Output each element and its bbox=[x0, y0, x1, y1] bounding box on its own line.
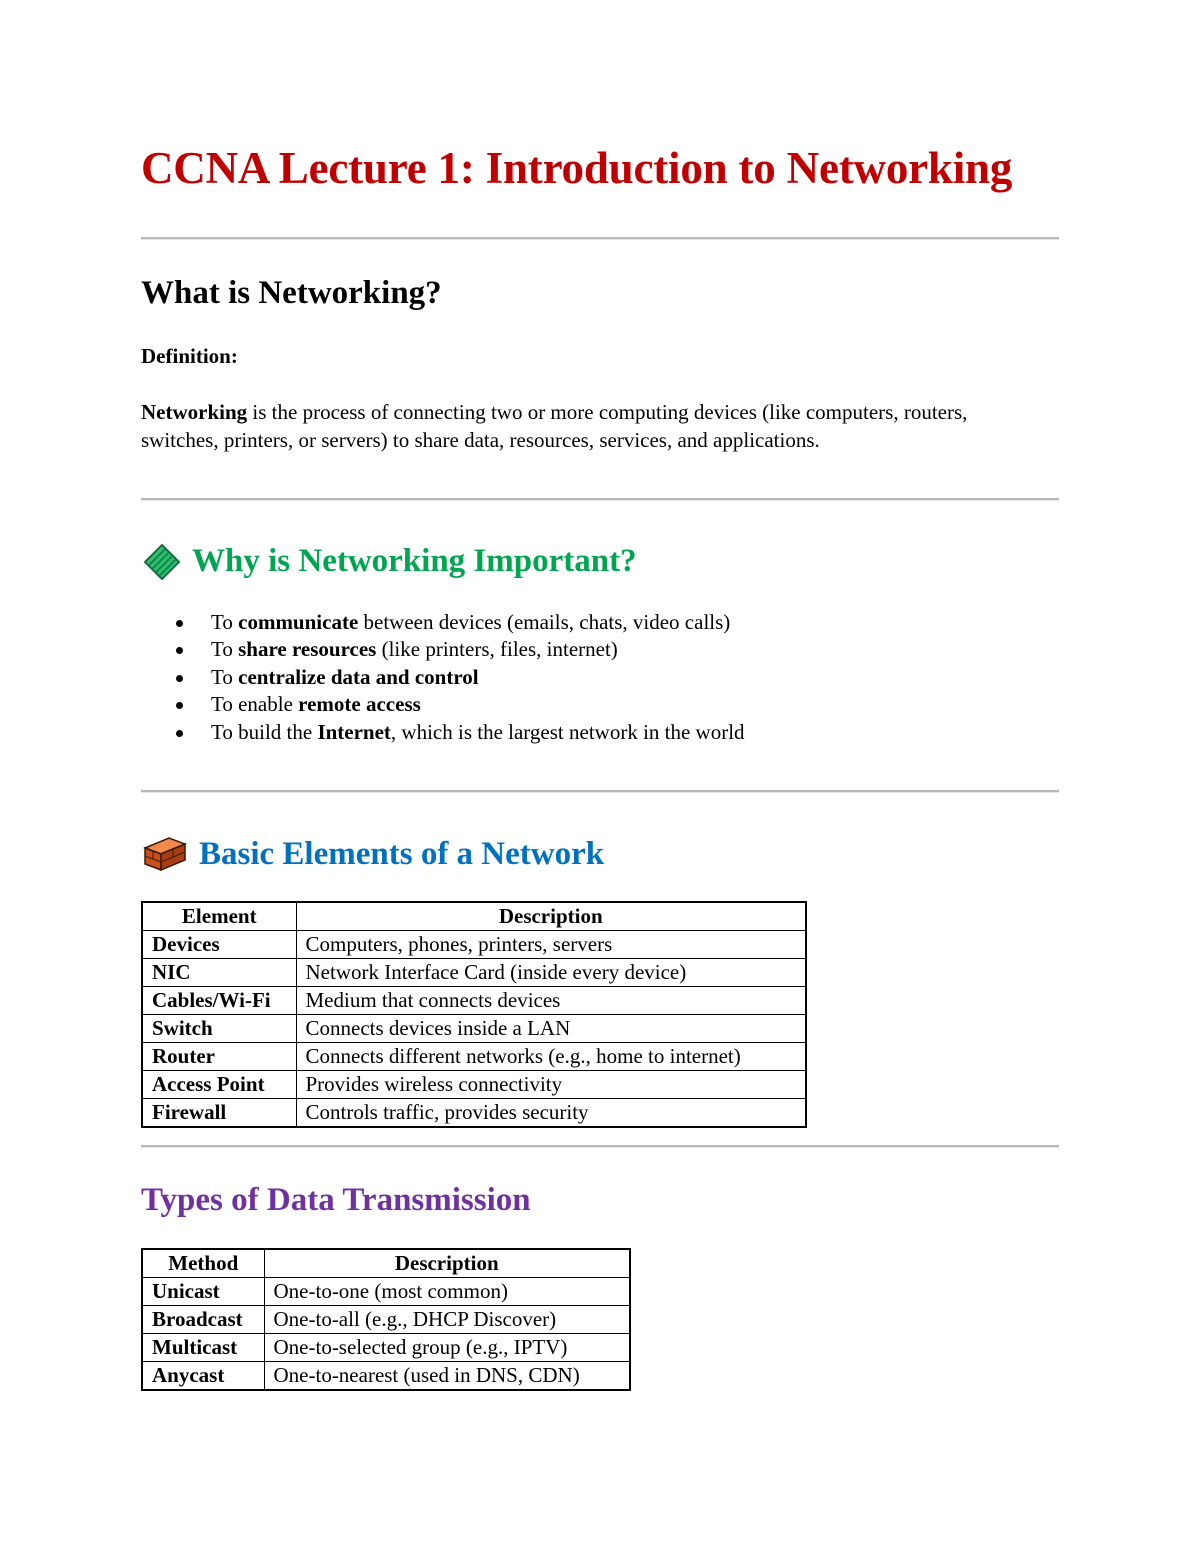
table-cell-name: Unicast bbox=[142, 1278, 264, 1306]
table-cell-name: Access Point bbox=[142, 1071, 296, 1099]
table-cell-name: NIC bbox=[142, 959, 296, 987]
list-item-post: between devices (emails, chats, video calls) bbox=[358, 610, 731, 634]
table-row bbox=[142, 1362, 630, 1391]
list-item-pre: To enable bbox=[211, 692, 299, 717]
list-item-pre: To bbox=[211, 610, 239, 634]
table-cell-name: Router bbox=[142, 1043, 296, 1071]
table-cell-description: Controls traffic, provides security bbox=[296, 1099, 806, 1128]
why-heading-text: Why is Networking Important? bbox=[192, 543, 637, 579]
list-item-pre: To bbox=[211, 637, 239, 662]
table-cell-name: Devices bbox=[142, 931, 296, 959]
what-is-networking-heading: What is Networking? bbox=[141, 275, 442, 311]
table-row bbox=[142, 1278, 630, 1306]
horizontal-rule bbox=[141, 498, 1059, 501]
table-cell-name: Switch bbox=[142, 1015, 296, 1043]
list-item-bold: share resources bbox=[238, 637, 377, 662]
list-item-post: (like printers, files, internet) bbox=[376, 637, 618, 662]
list-item bbox=[141, 719, 745, 746]
table-row bbox=[142, 1334, 630, 1362]
list-item-bold: remote access bbox=[298, 692, 421, 717]
table-cell-name: Multicast bbox=[142, 1334, 264, 1362]
table-cell-description: One-to-all (e.g., DHCP Discover) bbox=[264, 1306, 630, 1334]
why-networking-important-heading bbox=[141, 543, 637, 580]
table-cell-description: Network Interface Card (inside every device) bbox=[296, 959, 806, 987]
table-row bbox=[142, 1099, 806, 1128]
list-item-bold: communicate bbox=[238, 610, 359, 634]
horizontal-rule bbox=[141, 1145, 1059, 1148]
list-item-pre: To bbox=[211, 664, 239, 689]
basic-elements-heading bbox=[141, 834, 604, 874]
list-item bbox=[141, 664, 745, 691]
types-of-data-transmission-heading: Types of Data Transmission bbox=[141, 1182, 531, 1218]
table-cell-description: Computers, phones, printers, servers bbox=[296, 931, 806, 959]
table-row bbox=[142, 959, 806, 987]
list-item bbox=[141, 691, 745, 718]
table-cell-name: Cables/Wi-Fi bbox=[142, 987, 296, 1015]
definition-label: Definition: bbox=[141, 344, 238, 368]
importance-list bbox=[141, 609, 745, 746]
table-cell-name: Broadcast bbox=[142, 1306, 264, 1334]
list-item bbox=[141, 636, 745, 663]
table-cell-description: Connects different networks (e.g., home to internet) bbox=[296, 1043, 806, 1071]
definition-term: Networking bbox=[141, 400, 248, 424]
table-row bbox=[142, 987, 806, 1015]
table-cell-description: Connects devices inside a LAN bbox=[296, 1015, 806, 1043]
column-header-description: Description bbox=[296, 902, 806, 931]
list-item-pre: To build the bbox=[211, 719, 318, 744]
list-item-bold: Internet bbox=[317, 719, 391, 744]
table-cell-description: One-to-selected group (e.g., IPTV) bbox=[264, 1334, 630, 1362]
brick-icon bbox=[141, 834, 187, 874]
table-cell-name: Anycast bbox=[142, 1362, 264, 1391]
column-header-description: Description bbox=[264, 1249, 630, 1278]
list-item bbox=[141, 609, 745, 636]
table-row bbox=[142, 931, 806, 959]
elements-table bbox=[141, 901, 807, 1128]
horizontal-rule bbox=[141, 790, 1059, 793]
definition-body: is the process of connecting two or more computing devices (like computers, routers, switches, printers, or servers) to share data, resources, services, and applications. bbox=[141, 400, 968, 452]
list-item-bold: centralize data and control bbox=[238, 664, 479, 689]
definition-paragraph bbox=[141, 398, 1021, 454]
document-title: CCNA Lecture 1: Introduction to Networking bbox=[141, 143, 1013, 193]
table-cell-description: One-to-nearest (used in DNS, CDN) bbox=[264, 1362, 630, 1391]
table-row bbox=[142, 1071, 806, 1099]
column-header-element: Element bbox=[142, 902, 296, 931]
table-row bbox=[142, 1015, 806, 1043]
horizontal-rule bbox=[141, 237, 1059, 240]
table-cell-name: Firewall bbox=[142, 1099, 296, 1128]
basic-heading-text: Basic Elements of a Network bbox=[199, 835, 605, 872]
table-row bbox=[142, 1306, 630, 1334]
list-item-post: , which is the largest network in the world bbox=[390, 719, 745, 744]
table-cell-description: One-to-one (most common) bbox=[264, 1278, 630, 1306]
column-header-method: Method bbox=[142, 1249, 264, 1278]
table-row bbox=[142, 1043, 806, 1071]
table-cell-description: Medium that connects devices bbox=[296, 987, 806, 1015]
table-cell-description: Provides wireless connectivity bbox=[296, 1071, 806, 1099]
transmission-table bbox=[141, 1248, 631, 1391]
diamond-icon bbox=[144, 543, 181, 580]
